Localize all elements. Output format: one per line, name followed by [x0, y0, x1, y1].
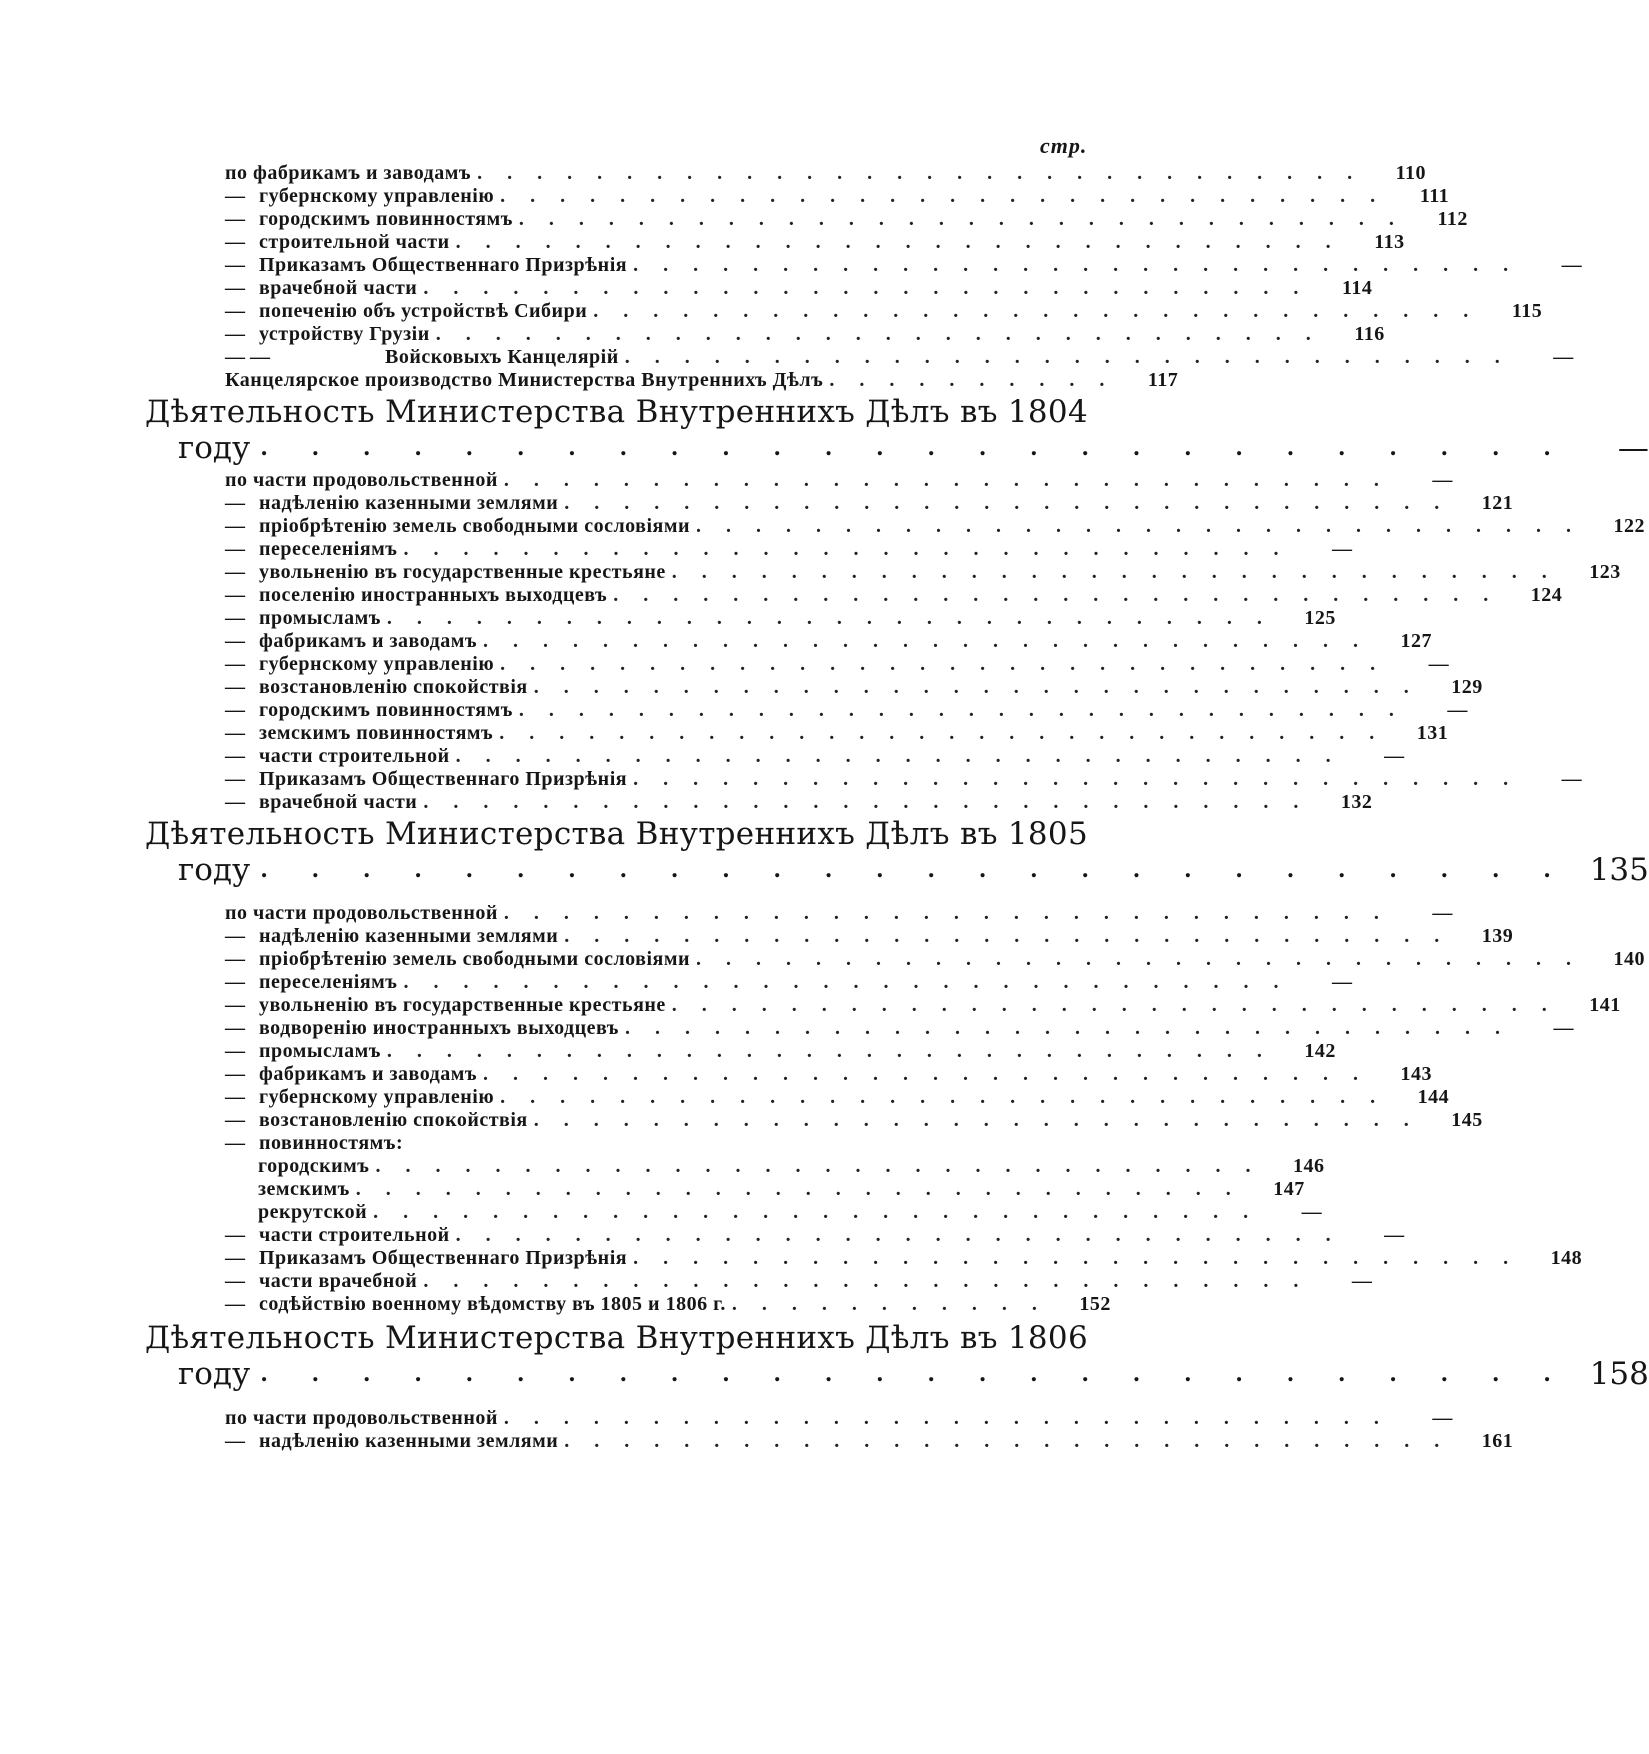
entry-dash: — [225, 492, 245, 514]
leader-dots: . . . . . . . . . . . . . . . . . . . . . . . . . . . . . . [455, 1224, 1341, 1246]
entry-text: Приказамъ Общественнаго Призрѣнія [259, 768, 628, 790]
entry-page: 146 [1292, 1155, 1325, 1177]
leader-dots: . . . . . . . . . . . . . . . . . . . . . . . . . . . . . . [624, 1017, 1510, 1039]
entry-page: — [1432, 469, 1453, 491]
entry-text: увольненію въ государственные крестьяне [259, 994, 666, 1016]
entry-dash: — [225, 1040, 245, 1062]
entry-page: — [1331, 971, 1353, 993]
leader-dots: . . . . . . . . . . . . . . . . . . . . . . . . . . . . . . [624, 346, 1510, 368]
entry-text: по части продовольственной [225, 1407, 498, 1429]
leader-dots: . . . . . . . . . . . . . . . . . . . . . . . . . . . . . . [503, 469, 1389, 491]
entry-page: — [1384, 1224, 1405, 1246]
entry-dash: — [225, 561, 245, 583]
entry-page: 142 [1304, 1040, 1336, 1062]
entry-dash: — [225, 971, 245, 993]
entry-text: рекрутской [258, 1201, 368, 1223]
entry-text: врачебной части [259, 791, 418, 813]
entry-page: 140 [1613, 948, 1646, 970]
entry-page: 110 [1395, 162, 1427, 184]
entry-dash: — [225, 231, 245, 253]
leader-dots: . . . . . . . . . . . . . . . . . . . . . . . . . . . . . . [500, 185, 1386, 207]
entry-page: 116 [1354, 323, 1385, 345]
entry-text: Канцелярское производство Министерства Внутреннихъ Дѣлъ [225, 369, 824, 391]
entry-dash: — [225, 768, 245, 790]
entry-page: 145 [1451, 1109, 1483, 1131]
entry-dash: — [225, 277, 245, 299]
page-column-label: стр. [1040, 133, 1088, 158]
entry-dash: — [225, 1247, 245, 1269]
leader-dots: . . . . . . . . . . . . . . . . . . . . . . . . . . . . . . [500, 653, 1386, 675]
section-heading-cont [178, 428, 1649, 468]
entry-dash: — [225, 630, 245, 652]
entry-text: городскимъ повинностямъ [259, 208, 513, 230]
entry-text: Приказамъ Общественнаго Призрѣнія [259, 254, 628, 276]
entry-dash: — [225, 722, 245, 744]
leader-dots: . . . . . . . . . . . . . . . . . . . . . . . . . . . . . . [633, 1247, 1519, 1269]
entry-dash: — [225, 538, 245, 560]
entry-dash: — [225, 515, 245, 537]
entry-dash: — [225, 323, 245, 345]
leader-dots: . . . . . . . . . . . . . . . . . . . . . . . . . . . . . . [518, 699, 1404, 721]
entry-dash: — [225, 1224, 245, 1246]
entry-dash: — [225, 745, 245, 767]
leader-dots: . . . . . . . . . . . . . . . . . . . . . . . . . . . . . . [671, 994, 1557, 1016]
leader-dots: . . . . . . . . . . . . . . . . . . . . . . . . . . . . . . [403, 538, 1289, 560]
entry-page: — [1447, 699, 1468, 721]
entry-text: переселеніямъ [259, 538, 398, 560]
entry-text: переселеніямъ [259, 971, 398, 993]
entry-page: 148 [1550, 1247, 1583, 1269]
entry-text: земскимъ повинностямъ [259, 722, 494, 744]
entry-page: — [1561, 254, 1583, 276]
entry-text: Войсковыхъ Канцелярій [385, 346, 619, 368]
section-heading: Дѣятельность Министерства Внутреннихъ Дѣлъ въ 1806 [145, 1320, 1088, 1356]
entry-text: городскимъ повинностямъ [259, 699, 513, 721]
leader-dots: . . . . . . . . . . . . . . . . . . . . . . . . . . . . . . [518, 208, 1404, 230]
entry-dash: — [225, 1270, 245, 1292]
leader-dots: . . . . . . . . . . . . . . . . . . . . . . . . . . . . . . [533, 1109, 1419, 1131]
entry-text: промысламъ [259, 607, 381, 629]
section-heading-year-word: году [178, 430, 251, 466]
entry-page: — [1553, 346, 1574, 368]
leader-dots: . . . . . . . . . . . . . . . . . . . . . . . . . . [260, 857, 1569, 883]
entry-dash: — [225, 791, 245, 813]
entry-page: — [1432, 902, 1453, 924]
leader-dots: . . . . . . . . . . . . . . . . . . . . . . . . . . . . . . [477, 162, 1363, 184]
section-heading-cont [178, 850, 1649, 890]
entry-page: 115 [1511, 300, 1543, 322]
leader-dots: . . . . . . . . . . . . . . . . . . . . . . . . . . . . . . [423, 277, 1309, 299]
entry-dash: — [225, 1293, 245, 1315]
entry-text: земскимъ [258, 1178, 350, 1200]
entry-page: — [1561, 768, 1583, 790]
entry-text: по части продовольственной [225, 469, 498, 491]
entry-text: содѣйствію военному вѣдомству въ 1805 и 1806 г. [259, 1293, 726, 1315]
entry-page: 132 [1340, 791, 1373, 813]
section-heading-year-word: году [178, 1356, 251, 1392]
entry-text: возстановленію спокойствія [259, 676, 528, 698]
entry-page: 112 [1437, 208, 1468, 230]
entry-text: губернскому управленію [259, 1086, 495, 1108]
leader-dots: . . . . . . . . . . . . . . . . . . . . . . . . . . . . . . [564, 1430, 1450, 1452]
entry-text: части строительной [259, 745, 450, 767]
entry-page: 143 [1400, 1063, 1433, 1085]
leader-dots: . . . . . . . . . . . . . . . . . . . . . . . . . . . . . . [696, 515, 1582, 537]
entry-dash: — — [225, 346, 270, 368]
section-heading: Дѣятельность Министерства Внутреннихъ Дѣлъ въ 1804 [145, 394, 1088, 430]
section-heading-year-word: году [178, 852, 251, 888]
toc-entry [225, 789, 1373, 815]
entry-page: — [1428, 653, 1450, 675]
entry-dash: — [225, 1132, 245, 1154]
leader-dots: . . . . . . . . . . . . . . . . . . . . . . . . . . . . . . [483, 1063, 1369, 1085]
section-page: — [1617, 430, 1649, 466]
entry-text: городскимъ [258, 1155, 370, 1177]
entry-page: 129 [1451, 676, 1483, 698]
entry-page: 111 [1419, 185, 1450, 207]
entry-text: по части продовольственной [225, 902, 498, 924]
entry-page: — [1331, 538, 1353, 560]
toc-entry [225, 1291, 1111, 1317]
entry-page: — [1432, 1407, 1453, 1429]
entry-page: 131 [1416, 722, 1449, 744]
entry-dash: — [225, 653, 245, 675]
entry-dash: — [225, 994, 245, 1016]
leader-dots: . . . . . . . . . . . . . . . . . . . . . . . . . . . . . . [455, 745, 1341, 767]
entry-page: 139 [1481, 925, 1514, 947]
entry-text: повинностямъ: [259, 1132, 404, 1154]
leader-dots: . . . . . . . . . . . [731, 1293, 1047, 1315]
entry-dash: — [225, 584, 245, 606]
entry-page: 114 [1341, 277, 1373, 299]
entry-dash: — [225, 208, 245, 230]
entry-dash: — [225, 1086, 245, 1108]
leader-dots: . . . . . . . . . . . . . . . . . . . . . . . . . . . . . . [455, 231, 1341, 253]
toc-entry [225, 1428, 1514, 1454]
entry-dash: — [225, 1430, 245, 1452]
entry-page: 117 [1147, 369, 1179, 391]
leader-dots: . . . . . . . . . . . . . . . . . . . . . . . . . . . . . . [533, 676, 1419, 698]
entry-text: пріобрѣтенію земель свободными сословіями [259, 948, 691, 970]
entry-text: промысламъ [259, 1040, 381, 1062]
entry-page: 147 [1273, 1178, 1305, 1200]
leader-dots: . . . . . . . . . . . . . . . . . . . . . . . . . . . . . . [355, 1178, 1241, 1200]
leader-dots: . . . . . . . . . . . . . . . . . . . . . . . . . . . . . . [671, 561, 1557, 583]
entry-text: губернскому управленію [259, 185, 495, 207]
entry-text: поселенію иностранныхъ выходцевъ [259, 584, 608, 606]
entry-page: — [1301, 1201, 1323, 1223]
leader-dots: . . . . . . . . . . . . . . . . . . . . . . . . . . . . . . [435, 323, 1321, 345]
entry-dash: — [225, 185, 245, 207]
section-page: 135 [1589, 852, 1649, 888]
entry-page: 144 [1417, 1086, 1450, 1108]
entry-page: 113 [1374, 231, 1405, 253]
entry-dash: — [225, 925, 245, 947]
leader-dots: . . . . . . . . . . . . . . . . . . . . . . . . . . [260, 1361, 1569, 1387]
leader-dots: . . . . . . . . . . . . . . . . . . . . . . . . . . . . . . [386, 1040, 1272, 1062]
leader-dots: . . . . . . . . . . . . . . . . . . . . . . . . . . . . . . [503, 1407, 1389, 1429]
leader-dots: . . . . . . . . . . . . . . . . . . . . . . . . . . . . . . [499, 722, 1385, 744]
entry-text: части строительной [259, 1224, 450, 1246]
entry-text: по фабрикамъ и заводамъ [225, 162, 472, 184]
entry-dash: — [225, 300, 245, 322]
leader-dots: . . . . . . . . . . . . . . . . . . . . . . . . . . . . . . [500, 1086, 1386, 1108]
entry-page: — [1384, 745, 1405, 767]
section-page: 158 [1589, 1356, 1649, 1392]
entry-text: устройству Грузіи [259, 323, 430, 345]
entry-dash: — [225, 948, 245, 970]
leader-dots: . . . . . . . . . . . . . . . . . . . . . . . . . . . . . . [423, 791, 1309, 813]
leader-dots: . . . . . . . . . . [829, 369, 1115, 391]
entry-dash: — [225, 1063, 245, 1085]
leader-dots: . . . . . . . . . . . . . . . . . . . . . . . . . . . . . . [423, 1270, 1309, 1292]
entry-page: 124 [1530, 584, 1563, 606]
entry-text: надѣленію казенными землями [259, 925, 559, 947]
entry-text: фабрикамъ и заводамъ [259, 630, 478, 652]
leader-dots: . . . . . . . . . . . . . . . . . . . . . . . . . . . . . . [633, 768, 1519, 790]
entry-page: 152 [1079, 1293, 1111, 1315]
entry-dash: — [225, 1109, 245, 1131]
entry-text: врачебной части [259, 277, 418, 299]
section-heading: Дѣятельность Министерства Внутреннихъ Дѣлъ въ 1805 [145, 816, 1088, 852]
entry-text: водворенію иностранныхъ выходцевъ [259, 1017, 619, 1039]
leader-dots: . . . . . . . . . . . . . . . . . . . . . . . . . . . . . . [503, 902, 1389, 924]
entry-dash: — [225, 1017, 245, 1039]
leader-dots: . . . . . . . . . . . . . . . . . . . . . . . . . . . . . . [633, 254, 1519, 276]
entry-text: увольненію въ государственные крестьяне [259, 561, 666, 583]
entry-text: пріобрѣтенію земель свободными сословіями [259, 515, 691, 537]
entry-page: — [1553, 1017, 1574, 1039]
entry-text: возстановленію спокойствія [259, 1109, 528, 1131]
entry-page: 161 [1481, 1430, 1514, 1452]
leader-dots: . . . . . . . . . . . . . . . . . . . . . . . . . . . . . . [613, 584, 1499, 606]
leader-dots: . . . . . . . . . . . . . . . . . . . . . . . . . . . . . . [593, 300, 1479, 322]
entry-text: губернскому управленію [259, 653, 495, 675]
leader-dots: . . . . . . . . . . . . . . . . . . . . . . . . . . [260, 435, 1569, 461]
entry-text: строительной части [259, 231, 450, 253]
leader-dots: . . . . . . . . . . . . . . . . . . . . . . . . . . . . . . [386, 607, 1272, 629]
leader-dots: . . . . . . . . . . . . . . . . . . . . . . . . . . . . . . [403, 971, 1289, 993]
entry-page: 122 [1613, 515, 1646, 537]
section-heading-cont [178, 1354, 1649, 1394]
leader-dots: . . . . . . . . . . . . . . . . . . . . . . . . . . . . . . [564, 492, 1450, 514]
leader-dots: . . . . . . . . . . . . . . . . . . . . . . . . . . . . . . [483, 630, 1369, 652]
entry-page: 125 [1304, 607, 1336, 629]
entry-page: 127 [1400, 630, 1433, 652]
entry-dash: — [225, 676, 245, 698]
entry-dash: — [225, 607, 245, 629]
entry-text: части врачебной [259, 1270, 418, 1292]
entry-page: 123 [1589, 561, 1621, 583]
leader-dots: . . . . . . . . . . . . . . . . . . . . . . . . . . . . . . [375, 1155, 1261, 1177]
toc-entry [225, 367, 1179, 393]
entry-text: фабрикамъ и заводамъ [259, 1063, 478, 1085]
entry-page: 121 [1481, 492, 1514, 514]
entry-page: — [1351, 1270, 1373, 1292]
entry-page: 141 [1589, 994, 1621, 1016]
entry-text: надѣленію казенными землями [259, 492, 559, 514]
entry-dash: — [225, 699, 245, 721]
entry-text: Приказамъ Общественнаго Призрѣнія [259, 1247, 628, 1269]
leader-dots: . . . . . . . . . . . . . . . . . . . . . . . . . . . . . . [373, 1201, 1259, 1223]
leader-dots: . . . . . . . . . . . . . . . . . . . . . . . . . . . . . . [564, 925, 1450, 947]
entry-text: надѣленію казенными землями [259, 1430, 559, 1452]
entry-dash: — [225, 254, 245, 276]
leader-dots: . . . . . . . . . . . . . . . . . . . . . . . . . . . . . . [696, 948, 1582, 970]
entry-text: попеченію объ устройствѣ Сибири [259, 300, 588, 322]
